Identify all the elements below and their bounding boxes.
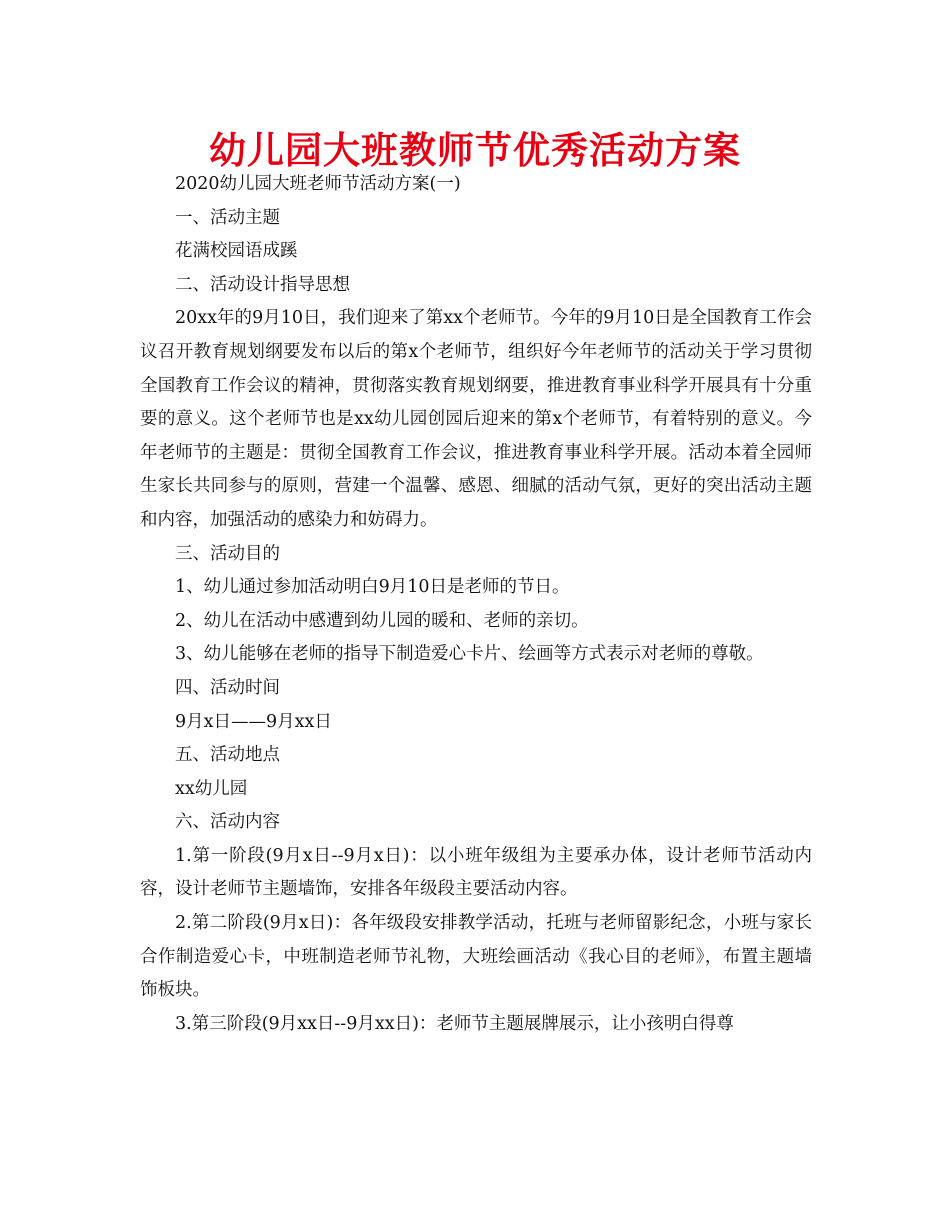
time-text: 9月x日——9月xx日: [175, 711, 332, 732]
section-heading-content: 六、活动内容: [175, 812, 280, 833]
purpose-item-1: 1、幼儿通过参加活动明白9月10日是老师的节日。: [175, 577, 570, 598]
content-stage-2: 2.第二阶段(9月x日)：各年级段安排教学活动，托班与老师留影纪念，小班与家长合作制造爱心卡，中班制造老师节礼物，大班绘画活动《我心目的老师》，布置主题墙饰板块。: [140, 913, 812, 1001]
theme-text: 花满校园语成蹊: [175, 241, 298, 262]
document-body: [140, 168, 812, 1041]
document-title: 幼儿园大班教师节优秀活动方案: [209, 129, 741, 172]
section-heading-time: 四、活动时间: [175, 677, 280, 698]
section-heading-location: 五、活动地点: [175, 745, 280, 766]
section-heading-theme: 一、活动主题: [175, 207, 280, 228]
guiding-idea-paragraph: 20xx年的9月10日，我们迎来了第xx个老师节。今年的9月10日是全国教育工作会议召开教育规划纲要发布以后的第x个老师节，组织好今年老师节的活动关于学习贯彻全国教育工作会议的精神，贯彻落实教育规划纲要，推进教育事业科学开展具有十分重要的意义。这个老师节也是xx幼儿园创园后迎来的第x个老师节，有着特别的意义。今年老师节的主题是：贯彻全国教育工作会议，推进教育事业科学开展。活动本着全园师生家长共同参与的原则，营建一个温馨、感恩、细腻的活动气氛，更好的突出活动主题和内容，加强活动的感染力和妨碍力。: [140, 308, 812, 530]
subtitle: 2020幼儿园大班老师节活动方案(一): [175, 174, 461, 194]
content-stage-1: 1.第一阶段(9月x日--9月x日)：以小班年级组为主要承办体，设计老师节活动内容，设计老师节主题墙饰，安排各年级段主要活动内容。: [140, 845, 812, 900]
purpose-item-3: 3、幼儿能够在老师的指导下制造爱心卡片、绘画等方式表示对老师的尊敬。: [175, 644, 764, 665]
section-heading-guiding-idea: 二、活动设计指导思想: [175, 274, 350, 295]
purpose-item-2: 2、幼儿在活动中感遭到幼儿园的暖和、老师的亲切。: [175, 610, 589, 631]
content-stage-3: 3.第三阶段(9月xx日--9月xx日)：老师节主题展牌展示，让小孩明白得尊: [175, 1013, 734, 1034]
section-heading-purpose: 三、活动目的: [175, 543, 280, 564]
location-text: xx幼儿园: [175, 778, 248, 799]
